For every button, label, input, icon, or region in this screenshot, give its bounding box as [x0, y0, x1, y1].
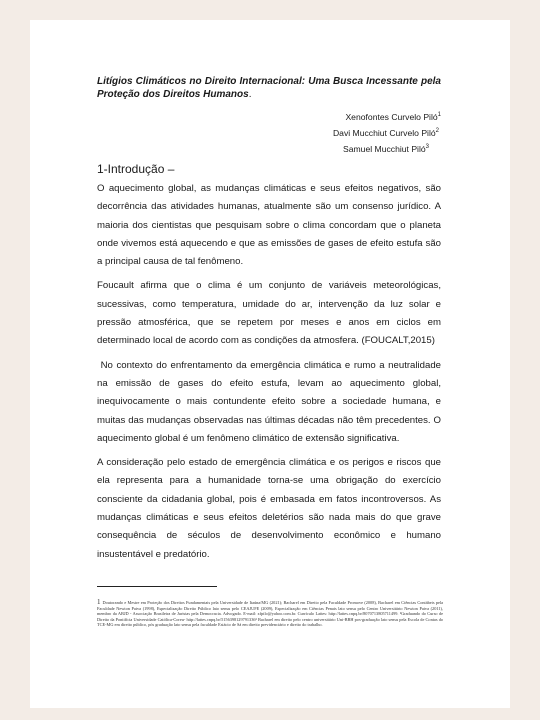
author-2: Davi Mucchiut Curvelo Piló$^2$	[332, 128, 439, 138]
author-list	[97, 109, 441, 157]
document-page	[30, 20, 510, 708]
paragraph-4: A consideração pelo estado de emergência climática e os perigos e riscos que ela representa para a humanidade torna-se uma obrigação do exercício consciente da cidadania global, pois é embasada em fatos incontroversos. As mudanças climáticas e seus efeitos deletérios são nada mais do que grave consequência de séculos de desenvolvimento econômico e humano insustentável e predatório.	[97, 457, 441, 560]
footnote-text: Doutorando e Mestre em Proteção dos Direitos Fundamentais pela Universidade de Itaúna/MG (2021); Bacharel em Direito pela Faculdade Promove (2008), Bacharel em Ciências Contábeis pela Faculdade Newton Paiva (1998), Especialização Direito Público lato sensu pelo CEAJUFE (2009), Especialização em Ciências Penais lato sensu pelo Centro Universitário Newton Paiva (2011), membro da ABJD - Associação Brasileira de Juristas pela Democracia. Advogado. E-mail: xfpilo@yahoo.com.br. Currículo Lattes: http://lattes.cnpq.br/8070713805711499. ²Graduando do Curso de Direito da Pontifícia Universidade Católica-Coreu- http://lattes.cnpq.br/5156398129791336³ Bacharel em direito pelo centro universitário Uni-BBH pos-graduação lato sensu pela Escola de Contas do TCE-MG em direito público, pós graduação lato sensu pela faculdade Estácio de Sá em direito previdenciário e direito do trabalho.	[97, 600, 443, 628]
author-3: Samuel Mucchiut Piló$^3$	[343, 144, 429, 154]
paragraph-1: O aquecimento global, as mudanças climáticas e seus efeitos negativos, são decorrência das atividades humanas, atualmente são um consenso jurídico. A maioria dos cientistas que pesquisam sobre o clima concordam que o planeta onde vivemos está aquecendo e que as emissões de gases de efeito estufa são a principal causa de tal fenômeno.	[97, 183, 441, 268]
footnote	[97, 600, 443, 628]
author-1-footnote-mark[interactable]: 1	[437, 112, 441, 119]
footnote-separator	[97, 586, 217, 587]
paragraph-2: Foucault afirma que o clima é um conjunto de variáveis meteorológicas, sucessivas, como temperatura, umidade do ar, intervenção da luz solar e pressão atmosférica, que se repetem por meses e anos em ciclos em determinado local de acordo com as condições da atmosfera. (FOUCALT,2015)	[97, 280, 441, 347]
document-body	[97, 75, 444, 564]
document-title: Litígios Climáticos no Direito Internacional: Uma Busca Incessante pela Proteção dos Direitos Humanos.	[97, 76, 441, 100]
author-3-footnote-mark[interactable]: 3	[425, 144, 429, 151]
paragraph-3: No contexto do enfrentamento da emergência climática e rumo a neutralidade na emissão de gases do efeito estufa, levam ao aquecimento global, inequivocamente o mais contundente efeito sobre a sociedade humana, e muitas das mudanças observadas nas últimas décadas não têm precedentes. O aquecimento global é um fenômeno climático de extensão significativa.	[97, 359, 444, 444]
section-heading: 1-Introdução –	[97, 162, 175, 176]
footnote-mark: 1	[97, 598, 101, 606]
title-period: .	[248, 89, 252, 100]
author-1: Xenofontes Curvelo Piló$^1$	[345, 112, 441, 122]
author-2-footnote-mark[interactable]: 2	[435, 128, 439, 135]
